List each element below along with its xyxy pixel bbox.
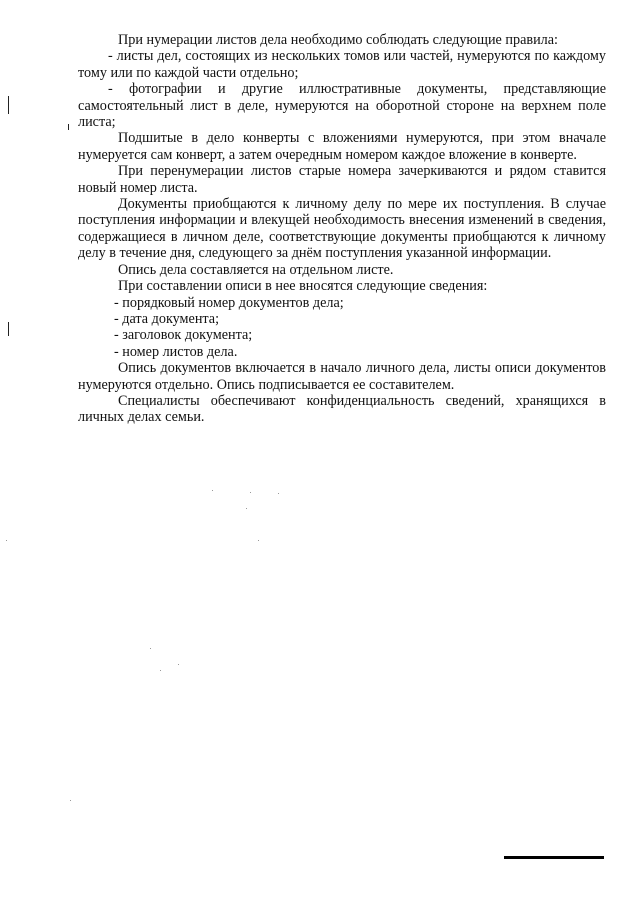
- scan-speck: [178, 664, 179, 665]
- scan-speck: [258, 540, 259, 541]
- rule-volumes: - листы дел, состоящих из нескольких томов или частей, нумеруются по каждому тому или по каждой части отдельно;: [78, 48, 606, 81]
- paragraph-envelopes: Подшитые в дело конверты с вложениями нумеруются, при этом вначале нумеруется сам конверт, а затем очередным номером каждое вложение в конверте.: [78, 130, 606, 163]
- scan-speck: [160, 670, 161, 671]
- paragraph-attachment: Документы приобщаются к личному делу по мере их поступления. В случае поступления информации и влекущей необходимость внесения изменений в сведения, содержащиеся в личном деле, соответствующие документы приобщаются к личному делу в течение дня, следующего за днём поступления указанной информации.: [78, 196, 606, 262]
- margin-mark: [68, 124, 69, 130]
- scan-speck: [70, 800, 71, 801]
- scan-speck: [278, 493, 279, 494]
- margin-mark: [8, 96, 9, 114]
- list-item-serial-number: - порядковый номер документов дела;: [114, 294, 344, 311]
- document-body: [78, 32, 606, 426]
- list-item-document-date: - дата документа;: [114, 310, 220, 327]
- paragraph-renumbering: При перенумерации листов старые номера зачеркиваются и рядом ставится новый номер листа.: [78, 163, 606, 196]
- paragraph-numbering-rules: При нумерации листов дела необходимо соблюдать следующие правила:: [118, 32, 558, 48]
- paragraph-inventory-placement: Опись документов включается в начало личного дела, листы описи документов нумеруются отдельно. Опись подписывается ее составителем.: [78, 360, 606, 393]
- paragraph-inventory-info: При составлении описи в нее вносятся следующие сведения:: [118, 278, 488, 295]
- paragraph-inventory-sheet: Опись дела составляется на отдельном листе.: [118, 261, 394, 278]
- rule-photos: - фотографии и другие иллюстративные документы, представляющие самостоятельный лист в деле, нумеруются на оборотной стороне на верхнем поле листа;: [78, 81, 606, 131]
- list-item-sheet-numbers: - номер листов дела.: [114, 343, 238, 360]
- scan-speck: [212, 490, 213, 491]
- paragraph-confidentiality: Специалисты обеспечивают конфиденциальность сведений, хранящихся в личных делах семьи.: [78, 392, 606, 426]
- bottom-rule: [504, 856, 604, 859]
- scan-speck: [250, 492, 251, 493]
- margin-mark: [8, 322, 9, 336]
- scan-speck: [150, 648, 151, 649]
- list-item-document-title: - заголовок документа;: [114, 327, 253, 344]
- scan-speck: [6, 540, 7, 541]
- scan-speck: [246, 508, 247, 509]
